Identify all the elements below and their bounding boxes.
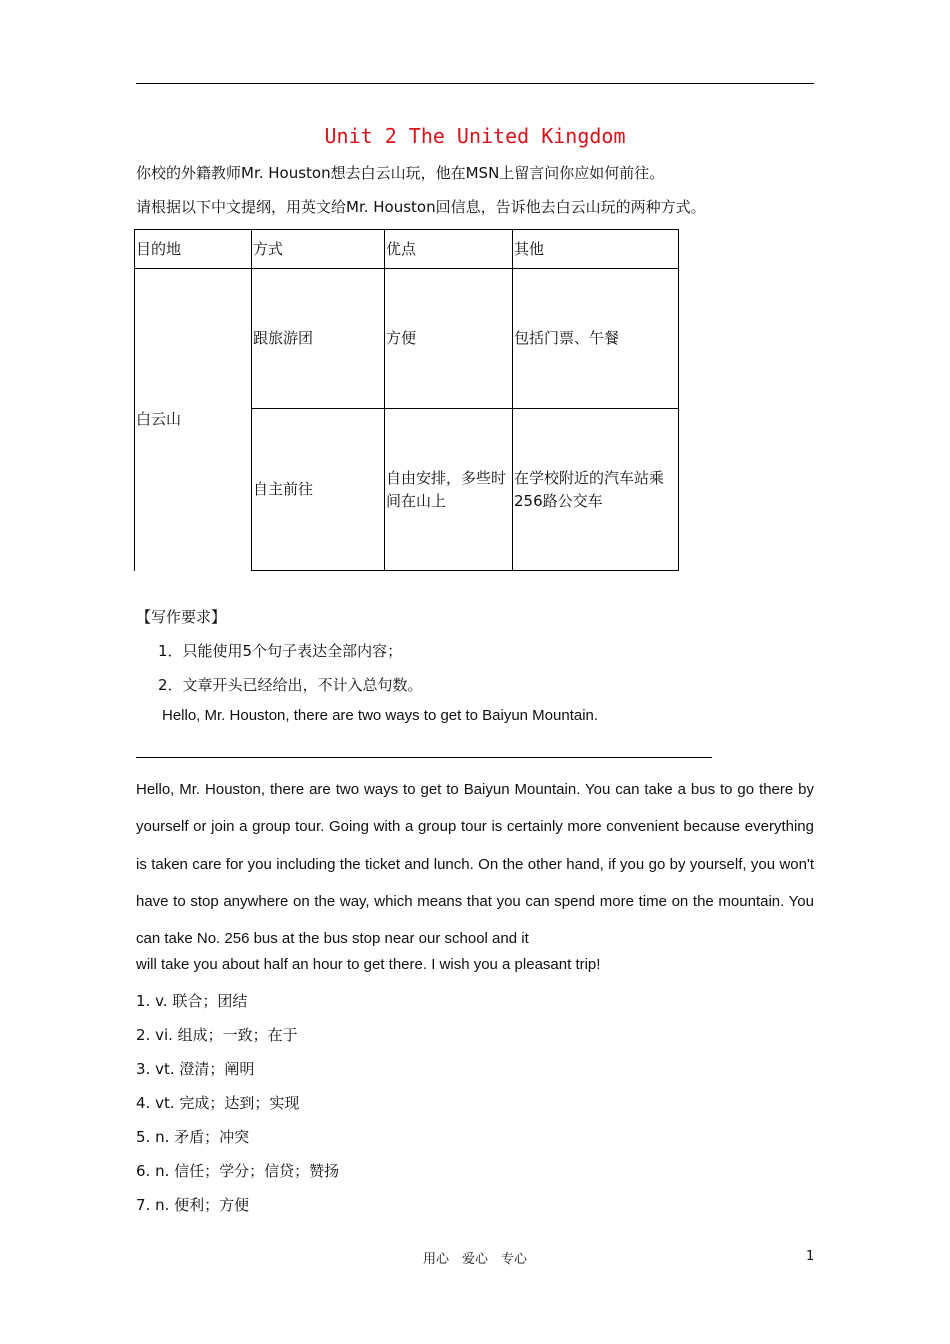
table-row [135, 269, 679, 409]
header-destination: 目的地 [135, 230, 252, 269]
vocab-item: 3. vt. 澄清；阐明 [136, 1060, 255, 1078]
outline-table [134, 229, 679, 571]
mode-cell: 自主前往 [252, 409, 385, 571]
advantage-cell: 方便 [385, 269, 513, 409]
essay-opener: Hello, Mr. Houston, there are two ways to get to Baiyun Mountain. [162, 707, 599, 724]
essay-body: Hello, Mr. Houston, there are two ways to get to Baiyun Mountain. You can take a bus to go there by yourself or join a group tour. Going with a group tour is certainly more convenient because everything is taken care for you including the ticket and lunch. On the other hand, if you go by yourself, you won't have to stop anywhere on the way, which means that you can spend more time on the mountain. You can take No. 256 bus at the bus stop near our school and it [136, 781, 814, 948]
vocab-item: 2. vi. 组成；一致；在于 [136, 1026, 298, 1044]
vocab-item: 1. v. 联合；团结 [136, 992, 248, 1010]
requirement-item: 2．文章开头已经给出，不计入总句数。 [158, 676, 423, 694]
vocab-item: 4. vt. 完成；达到；实现 [136, 1094, 300, 1112]
table-header-row [135, 230, 679, 269]
vocab-item: 5. n. 矛盾；冲突 [136, 1128, 250, 1146]
vocab-item: 7. n. 便利；方便 [136, 1196, 250, 1214]
header-advantage: 优点 [385, 230, 513, 269]
destination-cell: 白云山 [135, 269, 252, 571]
page-title: Unit 2 The United Kingdom [324, 124, 626, 148]
mode-cell: 跟旅游团 [252, 269, 385, 409]
intro-line-2: 请根据以下中文提纲，用英文给Mr. Houston回信息，告诉他去白云山玩的两种方式。 [136, 198, 706, 216]
requirements-heading: 【写作要求】 [136, 608, 227, 626]
page-number: 1 [806, 1249, 815, 1264]
header-mode: 方式 [252, 230, 385, 269]
requirement-item: 1．只能使用5个句子表达全部内容； [158, 642, 403, 660]
footer-motto: 用心 爱心 专心 [422, 1252, 527, 1267]
other-cell: 包括门票、午餐 [513, 269, 679, 409]
header-rule [136, 83, 814, 84]
header-other: 其他 [513, 230, 679, 269]
vocab-item: 6. n. 信任；学分；信贷；赞扬 [136, 1162, 340, 1180]
answer-blank-line [136, 757, 712, 758]
essay-last-line: will take you about half an hour to get there. I wish you a pleasant trip! [136, 956, 601, 973]
intro-line-1: 你校的外籍教师Mr. Houston想去白云山玩，他在MSN上留言问你应如何前往。 [136, 164, 665, 182]
other-cell: 在学校附近的汽车站乘256路公交车 [513, 409, 679, 571]
advantage-cell: 自由安排，多些时间在山上 [385, 409, 513, 571]
